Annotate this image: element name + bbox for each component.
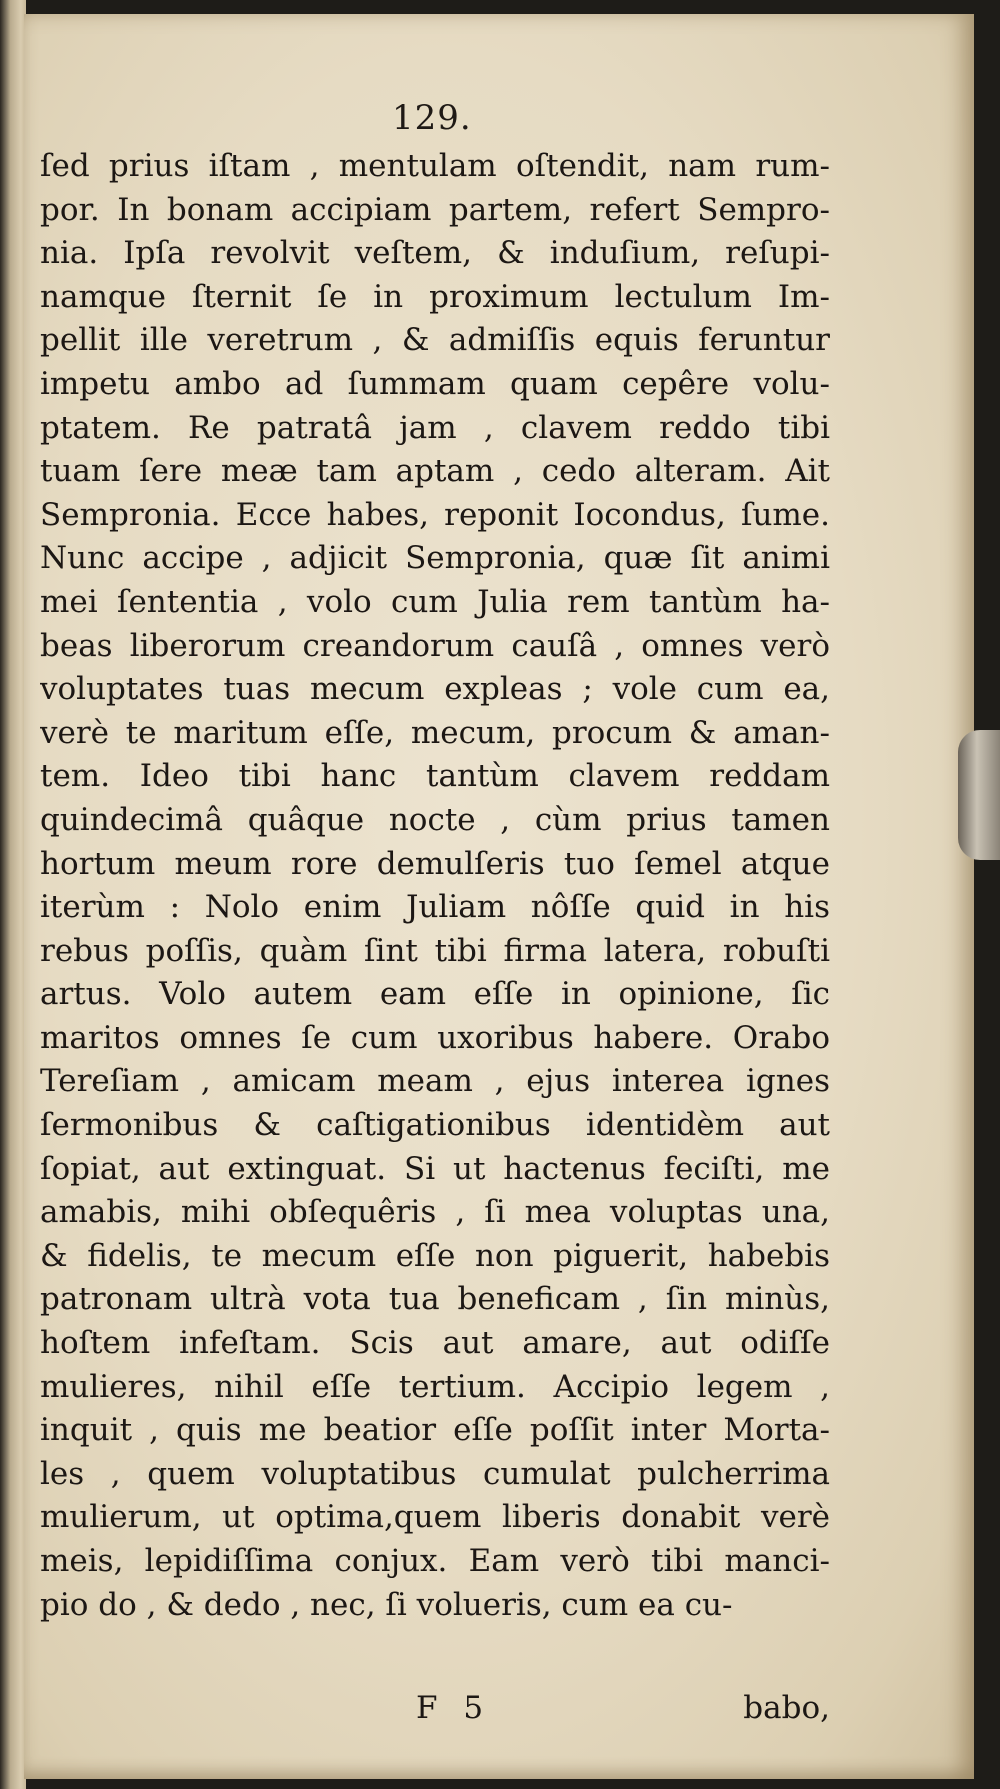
text-line: artus. Volo autem eam eſſe in opinione, ſic	[40, 976, 830, 1013]
text-line: beas liberorum creandorum cauſâ , omnes verò	[40, 627, 830, 664]
text-line: amabis, mihi obſequêris , ſi mea voluptas una,	[40, 1194, 830, 1231]
text-line: iterùm : Nolo enim Juliam nôſſe quid in his	[40, 889, 830, 926]
text-line: rebus poſſis, quàm ſint tibi firma latera, robuſti	[40, 932, 830, 969]
text-line: por. In bonam accipiam partem, refert Sempro-	[40, 191, 830, 228]
text-line: ſopiat, aut extinguat. Si ut hactenus feciſti, me	[40, 1150, 830, 1187]
text-line: les , quem voluptatibus cumulat pulcherrima	[40, 1455, 830, 1492]
text-line: pellit ille veretrum , & admiſſis equis feruntur	[40, 322, 830, 359]
text-line: Sempronia. Ecce habes, reponit Iocondus, ſume.	[40, 496, 830, 533]
catchword: babo,	[743, 1690, 830, 1726]
text-line: verè te maritum eſſe, mecum, procum & aman-	[40, 714, 830, 751]
text-line: impetu ambo ad ſummam quam cepêre volu-	[40, 365, 830, 402]
text-line: hoſtem infeſtam. Scis aut amare, aut odiſſe	[40, 1325, 830, 1362]
text-line: maritos omnes ſe cum uxoribus habere. Orabo	[40, 1019, 830, 1056]
text-line: tuam ſere meæ tam aptam , cedo alteram. Ait	[40, 453, 830, 490]
text-line: ptatem. Re patratâ jam , clavem reddo tibi	[40, 409, 830, 446]
text-line: tem. Ideo tibi hanc tantùm clavem reddam	[40, 758, 830, 795]
text-line: voluptates tuas mecum expleas ; vole cum ea,	[40, 671, 830, 708]
text-line: nia. Ipſa revolvit veſtem, & induſium, reſupi-	[40, 235, 830, 272]
text-line: ſermonibus & caſtigationibus identidèm aut	[40, 1107, 830, 1144]
body-text	[40, 145, 830, 1627]
text-line: patronam ultrà vota tua beneficam , ſin minùs,	[40, 1281, 830, 1318]
page-number: 129.	[392, 98, 472, 138]
text-line: inquit , quis me beatior eſſe poſſit inter Morta-	[40, 1412, 830, 1449]
facing-page-edge	[0, 0, 26, 1789]
text-line: Nunc accipe , adjicit Sempronia, quæ ſit animi	[40, 540, 830, 577]
text-line: meis, lepidiſſima conjux. Eam verò tibi manci-	[40, 1543, 830, 1579]
text-line: mei ſententia , volo cum Julia rem tantùm ha-	[40, 583, 830, 620]
text-line: ſed prius iſtam , mentulam oſtendit, nam rum-	[40, 148, 830, 184]
text-line: & fidelis, te mecum eſſe non piguerit, habebis	[40, 1237, 830, 1274]
text-line: namque ſternit ſe in proximum lectulum Im-	[40, 278, 830, 315]
text-line: mulierum, ut optima,quem liberis donabit verè	[40, 1499, 830, 1536]
text-line: pio do , & dedo , nec, ſi volueris, cum ea cu-	[40, 1586, 733, 1623]
page-clip	[958, 730, 1000, 860]
page-footer	[40, 1690, 830, 1734]
signature-mark: F 5	[416, 1690, 492, 1726]
text-line: mulieres, nihil eſſe tertium. Accipio legem ,	[40, 1368, 830, 1405]
text-line: quindecimâ quâque nocte , cùm prius tamen	[40, 801, 830, 838]
text-line: hortum meum rore demulſeris tuo ſemel atque	[40, 845, 830, 882]
text-line: Tereſiam , amicam meam , ejus interea ignes	[40, 1063, 830, 1100]
